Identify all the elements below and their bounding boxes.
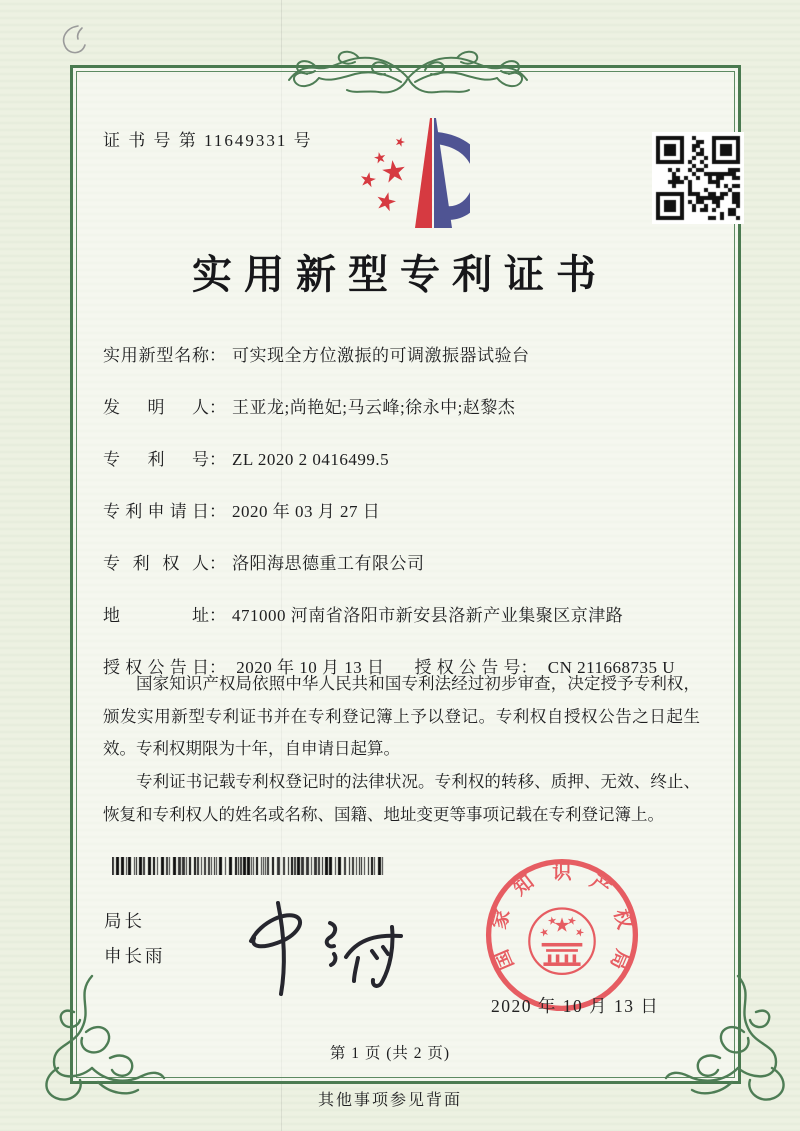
field-value: 2020 年 10 月 13 日 <box>236 658 385 677</box>
commissioner-title: 局长 <box>104 911 145 931</box>
field-label: 授权公告号 <box>414 658 521 677</box>
svg-text:国: 国 <box>491 946 519 973</box>
page-number: 第 1 页 (共 2 页) <box>329 1045 451 1062</box>
commissioner-name: 申长雨 <box>104 946 166 966</box>
field-label: 地址 <box>103 606 209 625</box>
svg-text:知: 知 <box>509 871 539 901</box>
field-value: ZL 2020 2 0416499.5 <box>232 450 390 469</box>
legal-paragraph: 专利证书记载专利权登记时的法律状况。专利权的转移、质押、无效、终止、恢复和专利权人的姓名或名称、国籍、地址变更等事项记载在专利登记簿上。 <box>103 771 700 824</box>
field-inventors: 发明人 ： 王亚龙;尚艳妃;马云峰;徐永中;赵黎杰 <box>103 393 721 418</box>
seal-emblem <box>539 916 585 966</box>
field-value: 2020 年 03 月 27 日 <box>232 502 381 521</box>
certificate-number: 证 书 号 第 11649331 号 <box>103 131 313 150</box>
grant-number: 授权公告号： CN 211668735 U <box>415 653 676 678</box>
qr-code <box>652 132 744 224</box>
field-patentee: 专利权人 ： 洛阳海思德重工有限公司 <box>103 549 721 574</box>
field-address: 地址 ： 471000 河南省洛阳市新安县洛新产业集聚区京津路 <box>103 601 721 626</box>
seal-date: 2020 年 10 月 13 日 <box>491 996 660 1016</box>
commissioner-signature <box>233 891 438 1003</box>
back-side-note: 其他事项参见背面 <box>317 1092 462 1109</box>
field-label: 专利申请日 <box>103 502 209 521</box>
svg-text:产: 产 <box>585 871 615 901</box>
cnipa-logo <box>338 110 470 238</box>
seal-ring-text <box>487 860 636 972</box>
top-border-ornament <box>283 44 533 102</box>
barcode <box>112 857 384 875</box>
grant-date: 授权公告日： 2020 年 10 月 13 日 <box>103 653 385 678</box>
svg-text:识: 识 <box>552 862 572 884</box>
field-value: CN 211668735 U <box>547 658 676 677</box>
field-label: 实用新型名称 <box>103 346 209 365</box>
field-patent-number: 专利号 ： ZL 2020 2 0416499.5 <box>103 445 721 470</box>
field-value: 王亚龙;尚艳妃;马云峰;徐永中;赵黎杰 <box>232 398 516 417</box>
logo-left-wedge <box>415 118 432 228</box>
field-list <box>103 341 721 678</box>
field-utility-model-name: 实用新型名称 ： 可实现全方位激振的可调激振器试验台 <box>103 341 721 366</box>
certificate-title: 实用新型专利证书 <box>192 252 608 297</box>
field-label: 专利权人 <box>103 554 209 573</box>
field-label: 授权公告日 <box>103 658 209 677</box>
field-filing-date: 专利申请日 ： 2020 年 03 月 27 日 <box>103 497 721 522</box>
field-label: 专利号 <box>103 450 209 469</box>
field-label: 发明人 <box>103 398 209 417</box>
legal-text-block <box>103 668 700 831</box>
svg-text:权: 权 <box>609 907 635 932</box>
field-value: 可实现全方位激振的可调激振器试验台 <box>232 346 530 365</box>
svg-text:家: 家 <box>489 907 515 932</box>
legal-paragraph: 国家知识产权局依照中华人民共和国专利法经过初步审查，决定授予专利权，颁发实用新型专利证书并在专利登记簿上予以登记。专利权自授权公告之日起生效。专利权期限为十年，自申请日起算。 <box>103 674 700 759</box>
field-value: 471000 河南省洛阳市新安县洛新产业集聚区京津路 <box>232 606 624 625</box>
pen-mark-artifact <box>58 22 92 58</box>
field-value: 洛阳海思德重工有限公司 <box>232 554 425 573</box>
svg-text:局: 局 <box>605 946 633 973</box>
